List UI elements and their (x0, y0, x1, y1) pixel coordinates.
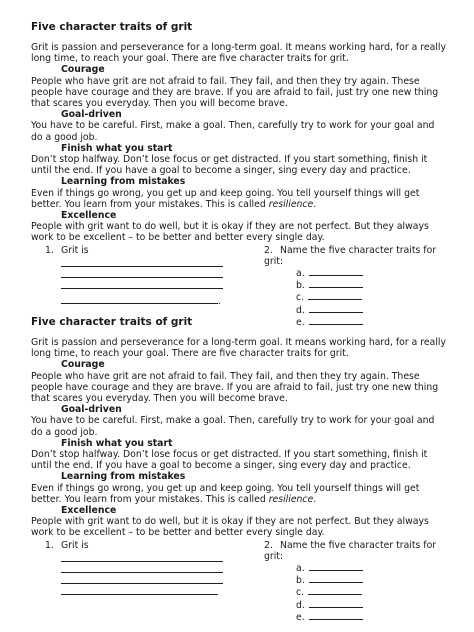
question-1 (45, 540, 245, 595)
option-letter: b. (296, 280, 305, 292)
trait-answer-blank[interactable] (309, 611, 363, 620)
trait-text-mistakes-body: Even if things go wrong, you get up and keep going. You tell yourself things will get better. You learn from your mistakes. This is called (31, 187, 420, 210)
answer-blank-line[interactable] (61, 278, 223, 289)
trait-answer-blank[interactable] (309, 267, 363, 276)
trait-text-mistakes-end: . (313, 198, 317, 210)
trait-answer-a (296, 562, 449, 574)
trait-text-mistakes (31, 483, 447, 505)
trait-answer-d (296, 304, 449, 316)
trait-text-goal-driven: You have to be careful. First, make a goal. Then, carefully try to work for your goal and do a good job. (31, 415, 435, 438)
option-letter: d. (296, 599, 305, 611)
option-letter: a. (296, 268, 305, 280)
trait-heading-goal-driven: Goal-driven (61, 404, 122, 416)
trait-answer-blank[interactable] (309, 562, 363, 571)
trait-text-excellence: People with grit want to do well, but it is okay if they are not perfect. But they always work to be excellent – to be better and better every single day. (31, 516, 429, 539)
trait-answer-c (296, 586, 449, 598)
trait-text-excellence: People with grit want to do well, but it is okay if they are not perfect. But they always work to be excellent – to be better and better every single day. (31, 221, 429, 244)
trait-answer-e (296, 611, 449, 623)
questions (31, 244, 447, 328)
option-letter: e. (296, 611, 305, 623)
trait-answer-c (296, 291, 449, 303)
trait-answer-blank[interactable] (309, 304, 363, 313)
option-letter: e. (296, 316, 305, 328)
worksheet-top (31, 21, 447, 328)
answer-blank-line[interactable] (61, 584, 218, 595)
answer-blank-line[interactable] (61, 573, 223, 584)
trait-text-mistakes-body: Even if things go wrong, you get up and keep going. You tell yourself things will get better. You learn from your mistakes. This is called (31, 482, 420, 505)
trait-heading-courage: Courage (61, 359, 105, 371)
trait-answer-b (296, 279, 449, 291)
answer-blank-line[interactable] (61, 256, 223, 267)
resilience-term: resilience (268, 493, 314, 505)
trait-heading-mistakes: Learning from mistakes (61, 176, 186, 188)
question-1 (45, 245, 245, 308)
trait-text-mistakes-end: . (313, 493, 317, 505)
trait-heading-goal-driven: Goal-driven (61, 109, 122, 121)
question-2-number: 2. (264, 244, 273, 256)
trait-answer-blank[interactable] (309, 599, 363, 608)
trait-heading-mistakes: Learning from mistakes (61, 471, 186, 483)
trait-answer-d (296, 599, 449, 611)
question-1-number: 1. (45, 539, 54, 551)
answer-blank-line[interactable] (61, 551, 223, 562)
answer-end-period: . (218, 296, 221, 307)
option-letter: a. (296, 563, 305, 575)
trait-answer-blank[interactable] (308, 291, 362, 300)
trait-heading-courage: Courage (61, 64, 105, 76)
trait-answer-b (296, 574, 449, 586)
trait-heading-finish: Finish what you start (61, 142, 173, 154)
trait-text-courage: People who have grit are not afraid to fail. They fail, and then they try again. These people have courage and they are brave. If you are afraid to fail, just try one new thing that scares you everyday. Then you will become brave. (31, 75, 439, 110)
answer-blank-line[interactable] (61, 293, 218, 304)
trait-text-finish: Don’t stop halfway. Don’t lose focus or get distracted. If you start something, finish it until the end. If you have a goal to become a singer, sing every day and practice. (31, 154, 428, 177)
question-2-number: 2. (264, 539, 273, 551)
trait-heading-excellence: Excellence (61, 505, 117, 517)
trait-answer-blank[interactable] (308, 586, 362, 595)
answer-blank-line[interactable] (61, 562, 223, 573)
trait-text-courage: People who have grit are not afraid to fail. They fail, and then they try again. These people have courage and they are brave. If you are afraid to fail, just try one new thing that scares you everyday. Then you will become brave. (31, 370, 439, 405)
trait-heading-excellence: Excellence (61, 210, 117, 222)
question-2 (264, 540, 449, 623)
trait-answer-a (296, 267, 449, 279)
question-1-label: Grit is (61, 244, 89, 256)
trait-heading-finish: Finish what you start (61, 437, 173, 449)
worksheet-title: Five character traits of grit (31, 316, 193, 328)
trait-answer-blank[interactable] (309, 574, 363, 583)
questions (31, 539, 447, 623)
trait-text-finish: Don’t stop halfway. Don’t lose focus or get distracted. If you start something, finish it until the end. If you have a goal to become a singer, sing every day and practice. (31, 449, 428, 472)
question-1-number: 1. (45, 244, 54, 256)
worksheet-title: Five character traits of grit (31, 21, 193, 33)
option-letter: d. (296, 304, 305, 316)
answer-blank-line[interactable] (61, 267, 223, 278)
question-1-label: Grit is (61, 539, 89, 551)
worksheet-bottom (31, 316, 447, 623)
trait-text-mistakes (31, 188, 447, 210)
intro-paragraph: Grit is passion and perseverance for a long-term goal. It means working hard, for a really long time, to reach your goal. There are five character traits for grit. (31, 337, 446, 360)
resilience-term: resilience (268, 198, 314, 210)
intro-paragraph: Grit is passion and perseverance for a long-term goal. It means working hard, for a really long time, to reach your goal. There are five character traits for grit. (31, 42, 446, 65)
question-2-label: Name the five character traits for grit: (264, 539, 437, 562)
option-letter: b. (296, 575, 305, 587)
option-letter: c. (296, 292, 305, 304)
option-letter: c. (296, 587, 305, 599)
trait-text-goal-driven: You have to be careful. First, make a goal. Then, carefully try to work for your goal and do a good job. (31, 120, 435, 143)
question-2-label: Name the five character traits for grit: (264, 244, 437, 267)
trait-answer-blank[interactable] (309, 279, 363, 288)
